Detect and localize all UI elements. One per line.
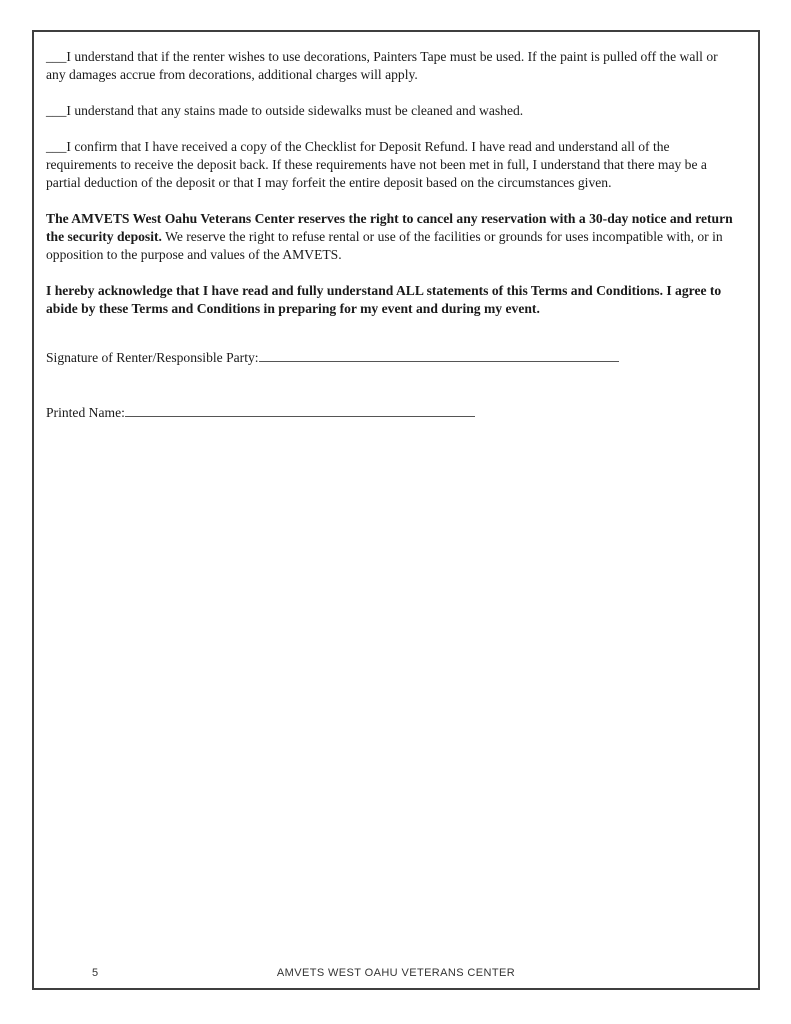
acknowledgement-bold-text: I hereby acknowledge that I have read and fully understand ALL statements of this Terms and Conditions. I agree to abide by these Terms and Conditions in preparing for my event and during my event. — [46, 283, 722, 316]
paragraph-sidewalks — [46, 102, 738, 120]
terms-content — [34, 32, 758, 422]
paragraph-sidewalks-text: I understand that any stains made to outside sidewalks must be cleaned and washed. — [66, 103, 524, 118]
footer-org-name: AMVETS WEST OAHU VETERANS CENTER — [276, 967, 516, 979]
signature-row — [46, 347, 738, 367]
cancellation-policy-regular-text: We reserve the right to refuse rental or use of the facilities or grounds for uses incompatible with, or in opposition to the purpose and values of the AMVETS. — [46, 229, 723, 262]
cancellation-policy-bold-text: The AMVETS West Oahu Veterans Center reserves the right to cancel any reservation with a 30-day notice and return the security deposit. — [46, 211, 733, 244]
paragraph-deposit-checklist-text: I confirm that I have received a copy of the Checklist for Deposit Refund. I have read and understand all of the requirements to receive the deposit back. If these requirements have not been met in full, I understand that there may be a partial deduction of the deposit or that I may forfeit the entire deposit based on the circumstances given. — [46, 139, 707, 190]
initial-blank: ___ — [46, 103, 67, 118]
page-border — [32, 30, 760, 990]
printed-name-label: Printed Name: — [46, 405, 125, 420]
signature-blank-line — [259, 347, 619, 362]
page-number: 5 — [92, 967, 99, 979]
paragraph-deposit-checklist — [46, 138, 738, 192]
page-footer — [34, 967, 758, 983]
printed-name-row — [46, 402, 738, 422]
initial-blank: ___ — [46, 139, 67, 154]
signature-label: Signature of Renter/Responsible Party: — [46, 350, 259, 365]
paragraph-cancellation-policy — [46, 210, 738, 264]
printed-name-blank-line — [125, 402, 475, 417]
paragraph-decorations — [46, 48, 738, 84]
initial-blank: ___ — [46, 49, 67, 64]
paragraph-decorations-text: I understand that if the renter wishes to use decorations, Painters Tape must be used. If the paint is pulled off the wall or any damages accrue from decorations, additional charges will apply. — [46, 49, 718, 82]
paragraph-acknowledgement — [46, 282, 738, 318]
